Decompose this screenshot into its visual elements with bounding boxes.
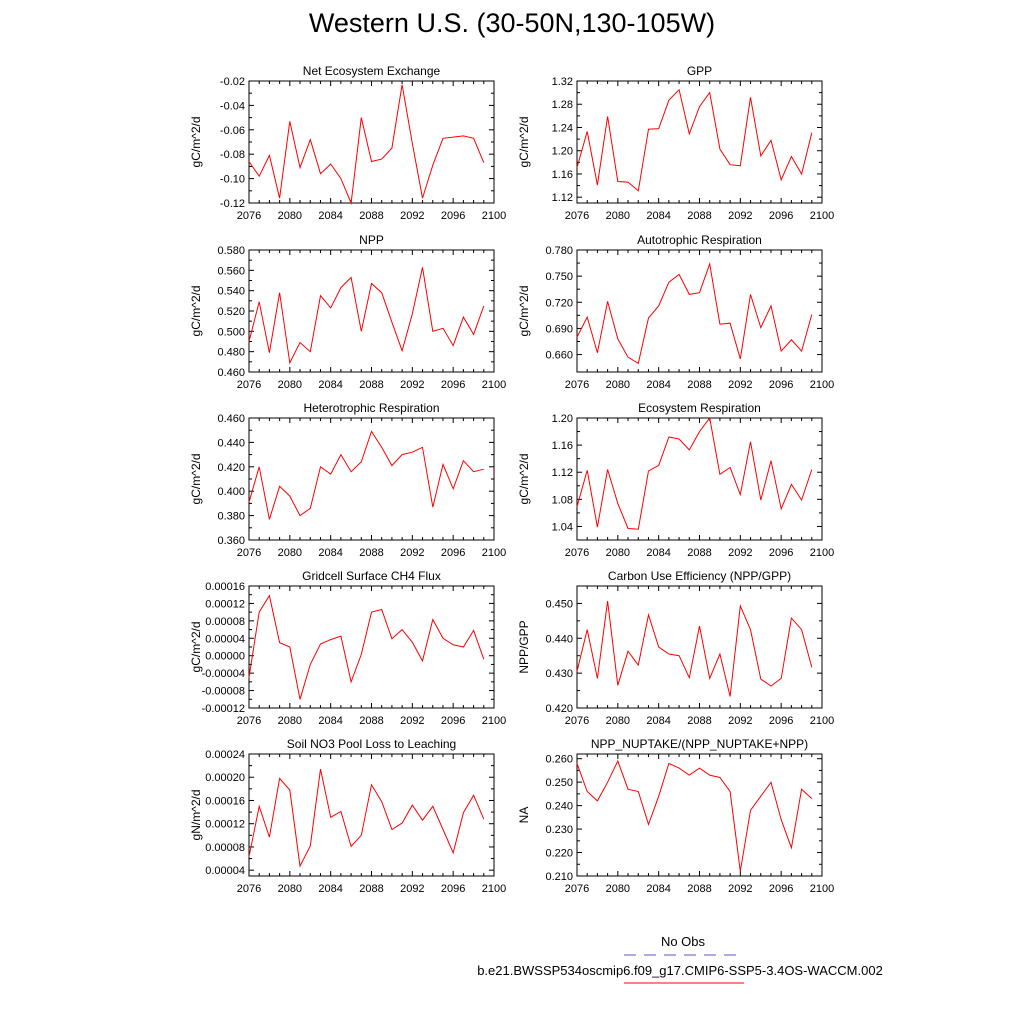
x-tick-label: 2100	[809, 379, 835, 391]
x-tick-label: 2088	[359, 715, 384, 727]
x-tick-label: 2100	[481, 379, 507, 391]
x-tick-label: 2092	[728, 210, 753, 222]
y-tick-label: 0.440	[217, 437, 245, 450]
y-tick-label: 1.16	[551, 168, 573, 181]
x-tick-label: 2080	[277, 379, 303, 391]
plot-frame	[577, 754, 822, 876]
series-line	[577, 601, 812, 697]
chart-title: Soil NO3 Pool Loss to Leaching	[286, 737, 457, 751]
y-tick-label: 0.220	[545, 847, 573, 860]
y-tick-label: 0.460	[217, 367, 245, 379]
y-tick-label: -0.08	[219, 149, 245, 162]
y-tick-label: 0.210	[545, 871, 573, 883]
plot-frame	[249, 250, 494, 372]
y-axis-label: gC/m^2/d	[517, 116, 531, 168]
chart-title: Gridcell Surface CH4 Flux	[302, 569, 441, 583]
y-tick-label: 1.16	[551, 440, 573, 453]
x-tick-label: 2100	[481, 883, 507, 895]
x-tick-label: 2092	[728, 883, 753, 895]
series-line	[577, 90, 812, 191]
chart-title: Autotrophic Respiration	[637, 233, 762, 247]
series-line	[249, 267, 484, 363]
chart-title: NPP_NUPTAKE/(NPP_NUPTAKE+NPP)	[590, 737, 809, 751]
x-tick-label: 2084	[646, 547, 671, 559]
y-axis-label: NA	[517, 806, 531, 824]
y-tick-label: 0.420	[545, 703, 573, 715]
x-tick-label: 2096	[768, 379, 794, 391]
x-tick-label: 2100	[809, 210, 835, 222]
x-tick-label: 2100	[481, 210, 507, 222]
x-tick-label: 2088	[687, 210, 712, 222]
y-tick-label: 0.660	[545, 349, 573, 362]
series-line	[249, 85, 484, 203]
y-axis-label: gC/m^2/d	[517, 453, 531, 505]
y-tick-label: 0.520	[217, 306, 245, 318]
chart-title: Heterotrophic Respiration	[303, 401, 440, 415]
y-tick-label: 0.420	[217, 461, 245, 474]
y-axis-label: gC/m^2/d	[189, 116, 203, 168]
y-tick-label: 0.500	[217, 326, 245, 339]
y-axis-label: NPP/GPP	[517, 620, 531, 674]
y-tick-label: 0.450	[545, 598, 573, 611]
series-line	[249, 596, 484, 700]
chart-panel-5	[517, 401, 834, 559]
x-tick-label: 2088	[687, 883, 712, 895]
x-tick-label: 2092	[728, 379, 753, 391]
x-tick-label: 2100	[481, 715, 507, 727]
x-tick-label: 2100	[481, 547, 507, 559]
y-tick-label: 0.440	[545, 633, 573, 646]
chart-title: NPP	[359, 233, 384, 247]
x-tick-label: 2076	[564, 210, 590, 222]
y-tick-label: 0.00008	[205, 841, 245, 854]
x-tick-label: 2080	[277, 547, 303, 559]
y-tick-label: 0.380	[217, 510, 245, 523]
chart-title: GPP	[686, 64, 713, 78]
x-tick-label: 2096	[440, 715, 466, 727]
x-tick-label: 2080	[605, 883, 631, 895]
y-tick-label: -0.06	[219, 124, 245, 137]
y-tick-label: 1.20	[551, 145, 573, 158]
series-line	[249, 769, 484, 866]
plot-frame	[249, 754, 494, 876]
x-tick-label: 2088	[687, 715, 712, 727]
y-tick-label: 1.28	[551, 99, 573, 112]
y-tick-label: 0.00008	[205, 615, 245, 628]
x-tick-label: 2100	[809, 715, 835, 727]
x-tick-label: 2084	[646, 715, 671, 727]
x-tick-label: 2080	[605, 715, 631, 727]
y-axis-label: gN/m^2/d	[189, 789, 203, 841]
y-tick-label: 0.00024	[205, 749, 245, 761]
x-tick-label: 2092	[400, 210, 425, 222]
plot-frame	[249, 81, 494, 203]
y-tick-label: 0.430	[545, 668, 573, 681]
chart-panel-2	[189, 233, 506, 391]
x-tick-label: 2096	[768, 715, 794, 727]
chart-title: Ecosystem Respiration	[638, 401, 761, 415]
y-tick-label: 0.00012	[205, 818, 245, 831]
y-tick-label: 0.240	[545, 800, 573, 813]
y-tick-label: 0.260	[545, 753, 573, 766]
x-tick-label: 2076	[564, 715, 590, 727]
x-tick-label: 2076	[564, 547, 590, 559]
y-tick-label: 0.00004	[205, 865, 245, 878]
y-tick-label: 0.580	[217, 245, 245, 257]
chart-panel-8	[189, 737, 506, 895]
chart-panel-4	[189, 401, 506, 559]
y-tick-label: 0.720	[545, 297, 573, 310]
y-tick-label: -0.04	[219, 100, 245, 113]
x-tick-label: 2076	[236, 715, 262, 727]
x-tick-label: 2100	[809, 547, 835, 559]
x-tick-label: 2084	[646, 210, 671, 222]
x-tick-label: 2088	[359, 547, 384, 559]
y-tick-label: 1.12	[551, 467, 573, 480]
x-tick-label: 2076	[564, 379, 590, 391]
x-tick-label: 2088	[359, 883, 384, 895]
y-tick-label: 0.00020	[205, 772, 245, 785]
chart-panel-1	[517, 64, 834, 222]
legend-obs-label: No Obs	[660, 934, 706, 949]
x-tick-label: 2092	[400, 547, 425, 559]
y-tick-label: 0.00016	[205, 795, 245, 808]
x-tick-label: 2080	[605, 547, 631, 559]
y-tick-label: 0.780	[545, 245, 573, 257]
x-tick-label: 2084	[318, 379, 343, 391]
x-tick-label: 2080	[277, 715, 303, 727]
x-tick-label: 2076	[236, 547, 262, 559]
y-tick-label: 0.00012	[205, 598, 245, 611]
y-tick-label: 0.250	[545, 777, 573, 790]
chart-panel-7	[517, 569, 834, 727]
y-tick-label: 1.20	[551, 413, 573, 425]
x-tick-label: 2088	[359, 210, 384, 222]
y-axis-label: gC/m^2/d	[189, 453, 203, 505]
x-tick-label: 2096	[440, 883, 466, 895]
x-tick-label: 2080	[277, 883, 303, 895]
y-tick-label: -0.00008	[201, 685, 245, 698]
x-tick-label: 2076	[236, 883, 262, 895]
chart-title: Net Ecosystem Exchange	[302, 64, 441, 78]
series-line	[577, 418, 812, 529]
y-tick-label: -0.10	[219, 173, 245, 186]
y-tick-label: 0.00000	[205, 650, 245, 663]
y-tick-label: 1.04	[551, 521, 573, 534]
y-axis-label: gC/m^2/d	[189, 285, 203, 337]
plot-frame	[577, 586, 822, 708]
y-tick-label: -0.00004	[201, 668, 245, 681]
x-tick-label: 2080	[277, 210, 303, 222]
plot-frame	[577, 250, 822, 372]
chart-panel-0	[189, 64, 506, 222]
y-tick-label: 0.690	[545, 323, 573, 336]
x-tick-label: 2088	[359, 379, 384, 391]
x-tick-label: 2084	[318, 883, 343, 895]
y-tick-label: 0.00004	[205, 633, 245, 646]
chart-panel-6	[189, 569, 506, 727]
x-tick-label: 2096	[440, 547, 466, 559]
x-tick-label: 2096	[768, 883, 794, 895]
y-tick-label: 0.750	[545, 271, 573, 284]
y-tick-label: 1.32	[551, 76, 573, 88]
x-tick-label: 2092	[400, 715, 425, 727]
y-tick-label: 0.460	[217, 413, 245, 425]
y-tick-label: 1.12	[551, 192, 573, 205]
x-tick-label: 2084	[646, 379, 671, 391]
legend-model-label: b.e21.BWSSP534oscmip6.f09_g17.CMIP6-SSP5-3.4OS-WACCM.002	[477, 963, 883, 978]
plot-frame	[577, 418, 822, 540]
x-tick-label: 2100	[809, 883, 835, 895]
x-tick-label: 2076	[236, 210, 262, 222]
x-tick-label: 2096	[768, 210, 794, 222]
x-tick-label: 2092	[728, 547, 753, 559]
y-tick-label: 0.230	[545, 824, 573, 837]
series-line	[577, 761, 812, 871]
x-tick-label: 2084	[646, 883, 671, 895]
y-tick-label: 0.00016	[205, 581, 245, 593]
y-tick-label: 1.24	[551, 122, 573, 135]
x-tick-label: 2076	[564, 883, 590, 895]
y-axis-label: gC/m^2/d	[189, 621, 203, 673]
y-tick-label: 1.08	[551, 494, 573, 507]
x-tick-label: 2084	[318, 715, 343, 727]
y-axis-label: gC/m^2/d	[517, 285, 531, 337]
x-tick-label: 2084	[318, 210, 343, 222]
x-tick-label: 2096	[440, 379, 466, 391]
plot-frame	[249, 586, 494, 708]
y-tick-label: -0.00012	[201, 703, 245, 715]
x-tick-label: 2096	[440, 210, 466, 222]
x-tick-label: 2088	[687, 379, 712, 391]
series-line	[577, 264, 812, 363]
y-tick-label: 0.540	[217, 285, 245, 298]
x-tick-label: 2084	[318, 547, 343, 559]
page-title: Western U.S. (30-50N,130-105W)	[308, 8, 716, 38]
plot-frame	[577, 81, 822, 203]
chart-panel-9	[517, 737, 834, 895]
y-tick-label: 0.480	[217, 346, 245, 359]
y-tick-label: -0.12	[219, 198, 245, 210]
x-tick-label: 2076	[236, 379, 262, 391]
y-tick-label: 0.400	[217, 486, 245, 499]
x-tick-label: 2088	[687, 547, 712, 559]
y-tick-label: -0.02	[219, 76, 245, 88]
x-tick-label: 2080	[605, 379, 631, 391]
x-tick-label: 2092	[400, 379, 425, 391]
x-tick-label: 2092	[400, 883, 425, 895]
y-tick-label: 0.360	[217, 535, 245, 547]
series-line	[249, 431, 484, 519]
y-tick-label: 0.560	[217, 265, 245, 278]
chart-panel-3	[517, 233, 834, 391]
x-tick-label: 2096	[768, 547, 794, 559]
x-tick-label: 2080	[605, 210, 631, 222]
chart-title: Carbon Use Efficiency (NPP/GPP)	[607, 569, 792, 583]
x-tick-label: 2092	[728, 715, 753, 727]
